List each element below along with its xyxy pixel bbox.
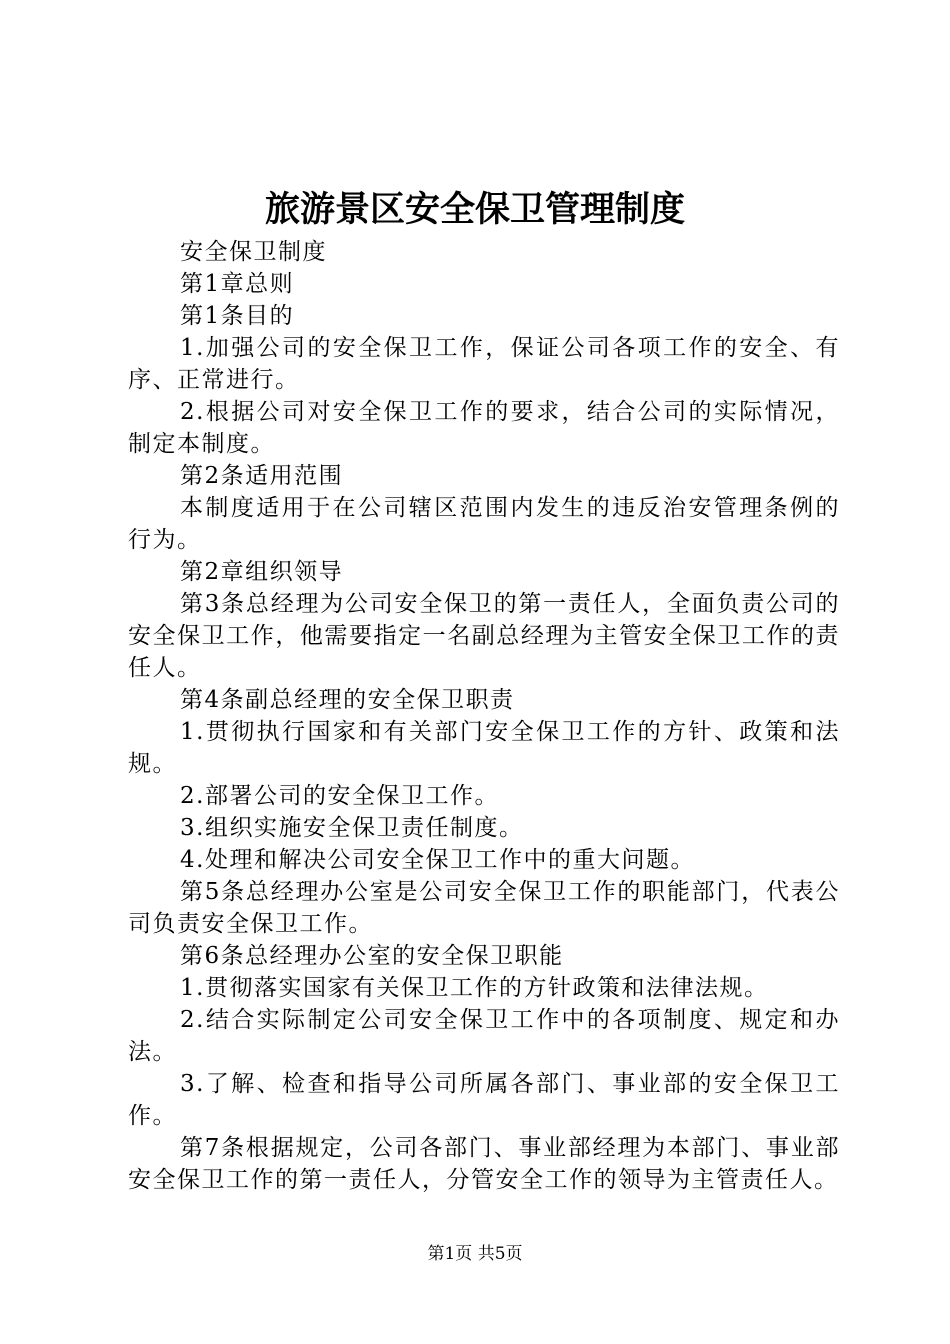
paragraph: 第5条总经理办公室是公司安全保卫工作的职能部门，代表公司负责安全保卫工作。 — [128, 879, 840, 937]
page-footer: 第1页 共5页 — [427, 1244, 523, 1264]
paragraph: 第2条适用范围 — [180, 463, 344, 489]
paragraph: 1.加强公司的安全保卫工作，保证公司各项工作的安全、有序、正常进行。 — [128, 335, 840, 393]
paragraph: 2.结合实际制定公司安全保卫工作中的各项制度、规定和办法。 — [128, 1007, 840, 1065]
paragraph: 3.了解、检查和指导公司所属各部门、事业部的安全保卫工作。 — [128, 1071, 840, 1129]
paragraph: 1.贯彻落实国家有关保卫工作的方针政策和法律法规。 — [180, 975, 769, 1001]
paragraph: 2.根据公司对安全保卫工作的要求，结合公司的实际情况，制定本制度。 — [128, 399, 840, 457]
document-title: 旅游景区安全保卫管理制度 — [264, 189, 685, 230]
paragraph: 第3条总经理为公司安全保卫的第一责任人，全面负责公司的安全保卫工作，他需要指定一名副总经理为主管安全保卫工作的责任人。 — [128, 591, 840, 681]
paragraph: 第2章组织领导 — [180, 559, 344, 585]
paragraph: 安全保卫制度 — [180, 239, 327, 265]
paragraph: 本制度适用于在公司辖区范围内发生的违反治安管理条例的行为。 — [128, 495, 840, 553]
paragraph: 第6条总经理办公室的安全保卫职能 — [180, 943, 564, 969]
paragraph: 2.部署公司的安全保卫工作。 — [180, 783, 499, 809]
paragraph: 第1条目的 — [180, 303, 295, 329]
paragraph: 4.处理和解决公司安全保卫工作中的重大问题。 — [180, 847, 695, 873]
paragraph: 第1章总则 — [180, 271, 295, 297]
paragraph: 第7条根据规定，公司各部门、事业部经理为本部门、事业部安全保卫工作的第一责任人，分管安全工作的领导为主管责任人。 — [128, 1135, 840, 1193]
paragraph: 3.组织实施安全保卫责任制度。 — [180, 815, 524, 841]
paragraph: 1.贯彻执行国家和有关部门安全保卫工作的方针、政策和法规。 — [128, 719, 840, 777]
paragraph: 第4条副总经理的安全保卫职责 — [180, 687, 515, 713]
document-body — [128, 236, 840, 1196]
